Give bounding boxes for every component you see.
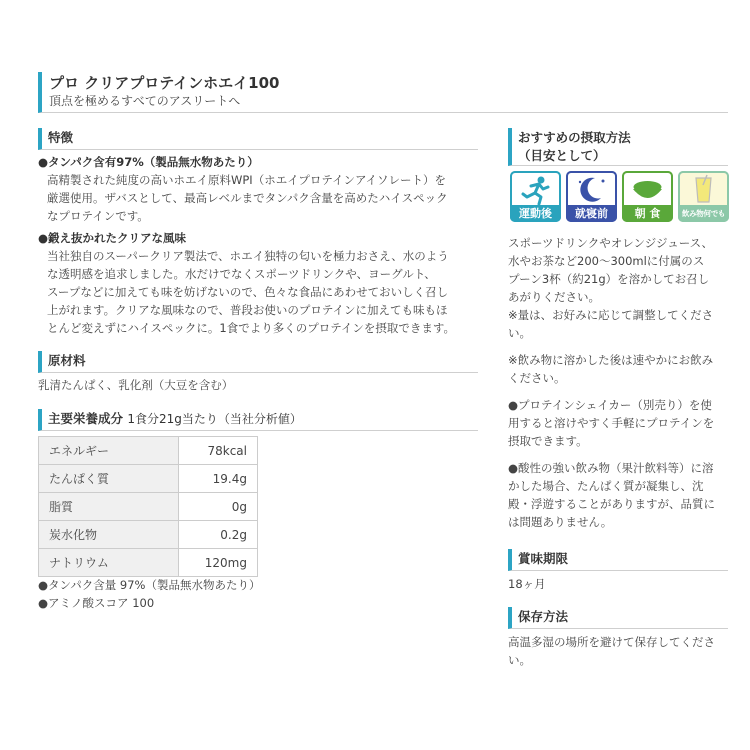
recommended-line: 殿・浮遊することがありますが、品質に: [508, 497, 715, 511]
nutrition-notes: [38, 576, 338, 612]
recommended-line: ※量は、お好みに応じて調整してくださ: [508, 308, 714, 322]
nutrient-name: たんぱく質: [39, 465, 179, 493]
features-heading: 特徴: [38, 128, 478, 150]
icon-label: 運動後: [510, 205, 561, 222]
icon-label: 就寝前: [566, 205, 617, 222]
feature-1-line: 高精製された純度の高いホエイ原料WPI（ホエイプロテインアイソレート）を: [47, 173, 447, 187]
timing-icons: [510, 171, 730, 223]
nutrition-heading: [38, 409, 478, 431]
nutrition-note: ●タンパク含量 97%（製品無水物あたり）: [38, 578, 261, 592]
product-title-block: [38, 72, 728, 113]
nutrition-note: ●アミノ酸スコア 100: [38, 596, 155, 610]
glass-icon: [678, 171, 729, 222]
storage-line: い。: [508, 653, 531, 667]
feature-2-line: 上がれます。クリアな風味なので、普段お使いのプロテインに加えても味もほ: [47, 303, 448, 317]
moon-icon: [566, 171, 617, 222]
storage-text: [508, 633, 730, 669]
recommended-heading: [508, 128, 728, 166]
shelf-life-heading: 賞味期限: [508, 549, 728, 571]
recommended-heading-line: おすすめの摂取方法: [518, 130, 631, 145]
recommended-paragraph: [508, 396, 730, 450]
feature-2-line: な透明感を追求しました。水だけでなくスポーツドリンクや、ヨーグルト、: [47, 267, 436, 281]
bowl-icon: [622, 171, 673, 222]
table-row: [39, 549, 258, 577]
recommended-line: 水やお茶など200～300mlに付属のス: [508, 254, 705, 268]
table-row: [39, 465, 258, 493]
recommended-paragraph: [508, 351, 730, 387]
nutrient-name: ナトリウム: [39, 549, 179, 577]
nutrient-name: エネルギー: [39, 437, 179, 465]
nutrient-value: 0g: [179, 493, 258, 521]
feature-1-title: ●タンパク含有97%（製品無水物あたり）: [38, 155, 259, 169]
recommended-line: スポーツドリンクやオレンジジュース、: [508, 236, 713, 250]
recommended-line: あがりください。: [508, 290, 600, 304]
shelf-life-text: 18ヶ月: [508, 577, 546, 591]
storage-heading: 保存方法: [508, 607, 728, 629]
ingredients-heading: 原材料: [38, 351, 478, 373]
ingredients-text: 乳清たんぱく、乳化剤（大豆を含む）: [38, 378, 234, 392]
recommended-paragraph: [508, 459, 730, 531]
feature-2-line: 当社独自のスーパークリア製法で、ホエイ独特の匂いを極力おさえ、水のよう: [47, 249, 449, 263]
feature-2-title: ●鍛え抜かれたクリアな風味: [38, 231, 187, 245]
recommended-line: 摂取できます。: [508, 434, 588, 448]
feature-2-line: とんど変えずにハイスペックに。1食でより多くのプロテインを摂取できます。: [47, 321, 455, 335]
nutrient-value: 120mg: [179, 549, 258, 577]
recommended-line: ※飲み物に溶かした後は速やかにお飲み: [508, 353, 714, 367]
nutrient-value: 0.2g: [179, 521, 258, 549]
runner-icon: [510, 171, 561, 222]
table-row: [39, 437, 258, 465]
recommended-line: プーン3杯（約21g）を溶かしてお召し: [508, 272, 710, 286]
product-subtitle: 頂点を極めるすべてのアスリートへ: [49, 94, 241, 108]
recommended-line: ●プロテインシェイカー（別売り）を使: [508, 398, 712, 412]
recommended-paragraph: [508, 234, 730, 342]
nutrition-heading-title: 主要栄養成分: [48, 411, 124, 426]
recommended-line: い。: [508, 326, 531, 340]
storage-line: 高温多湿の場所を避けて保存してくださ: [508, 635, 715, 649]
feature-2-body: [38, 247, 483, 337]
recommended-line: 用すると溶けやすく手軽にプロテインを: [508, 416, 715, 430]
feature-1-line: なプロテインです。: [47, 209, 149, 223]
recommended-line: ●酸性の強い飲み物（果汁飲料等）に溶: [508, 461, 714, 475]
nutrient-value: 78kcal: [179, 437, 258, 465]
nutrient-name: 炭水化物: [39, 521, 179, 549]
nutrition-heading-sub: 1食分21g当たり（当社分析値）: [127, 412, 302, 426]
recommended-line: は問題ありません。: [508, 515, 613, 529]
table-row: [39, 493, 258, 521]
recommended-heading-line: （目安として）: [518, 148, 606, 163]
feature-2-line: スープなどに加えても味を妨げないので、色々な食品にあわせておいしく召し: [47, 285, 449, 299]
table-row: [39, 521, 258, 549]
recommended-line: ください。: [508, 371, 566, 385]
recommended-text: [508, 234, 730, 531]
features-list: [38, 153, 483, 337]
nutrient-name: 脂質: [39, 493, 179, 521]
icon-label: 朝 食: [622, 205, 673, 222]
recommended-line: かした場合、たんぱく質が凝集し、沈: [508, 479, 704, 493]
icon-label: 飲み物何でも: [678, 205, 729, 222]
nutrient-value: 19.4g: [179, 465, 258, 493]
product-title: プロ クリアプロテインホエイ100: [49, 74, 280, 92]
feature-1-body: [38, 171, 483, 225]
feature-1-line: 厳選使用。ザバスとして、最高レベルまでタンパク含量を高めたハイスペック: [47, 191, 448, 205]
nutrition-table: [38, 436, 258, 577]
